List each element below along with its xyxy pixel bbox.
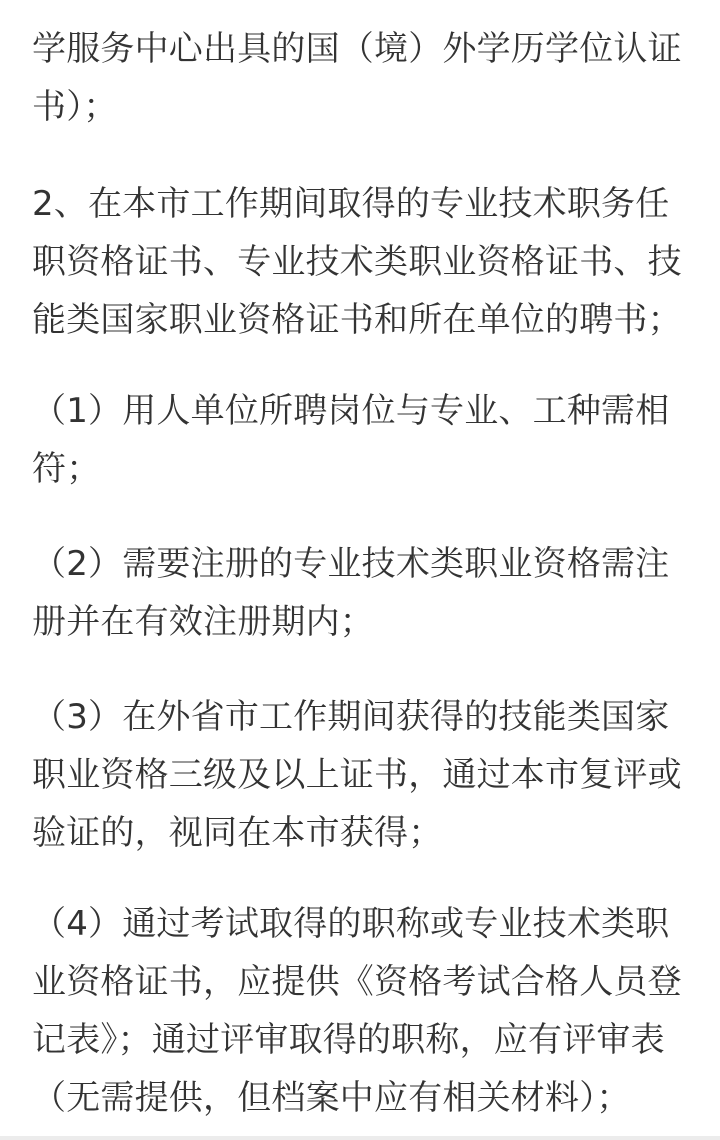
text-line: 书）；: [32, 87, 118, 127]
text-line: 验证的，视同在本市获得；: [32, 813, 443, 853]
paragraph-continuation-certificate: [32, 20, 692, 136]
text-line: 业资格证书，应提供《资格考试合格人员登: [32, 962, 682, 1002]
paragraph-subitem-4: [32, 895, 692, 1127]
text-line: 册并在有效注册期内；: [32, 602, 374, 642]
text-line: 学服务中心出具的国（境）外学历学位认证: [32, 29, 682, 69]
text-line: 记表》；通过评审取得的职称，应有评审表: [32, 1020, 665, 1060]
text-line: 2、在本市工作期间取得的专业技术职务任: [32, 184, 670, 224]
text-line: 符；: [32, 449, 101, 489]
paragraph-subitem-3: [32, 688, 692, 862]
text-line: （无需提供，但档案中应有相关材料）；: [32, 1078, 631, 1118]
bottom-divider: [0, 1136, 720, 1140]
paragraph-item-2: [32, 175, 692, 349]
text-line: 职业资格三级及以上证书，通过本市复评或: [32, 755, 682, 795]
text-line: 能类国家职业资格证书和所在单位的聘书；: [32, 300, 682, 340]
text-line: （1）用人单位所聘岗位与专业、工种需相: [32, 391, 670, 431]
paragraph-subitem-1: [32, 382, 692, 498]
text-line: （4）通过考试取得的职称或专业技术类职: [32, 904, 670, 944]
text-line: 职资格证书、专业技术类职业资格证书、技: [32, 242, 682, 282]
text-line: （2）需要注册的专业技术类职业资格需注: [32, 544, 670, 584]
text-line: （3）在外省市工作期间获得的技能类国家: [32, 697, 670, 737]
paragraph-subitem-2: [32, 535, 692, 651]
